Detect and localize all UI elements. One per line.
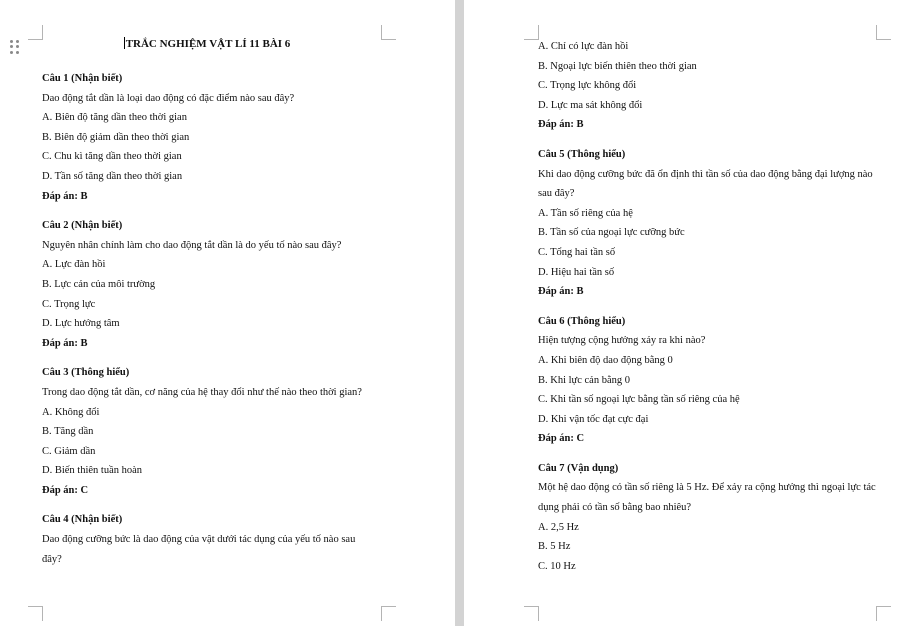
answer-option: A. Lực đàn hồi (42, 259, 106, 271)
question-text: Dao động cưỡng bức là dao động của vật dưới tác dụng của yếu tố nào sau đây? (42, 534, 356, 565)
answer-option: A. Biên độ tăng dần theo thời gian (42, 112, 187, 124)
answer-key: Đáp án: B (538, 286, 584, 298)
answer-option: D. Biến thiên tuần hoàn (42, 465, 143, 477)
answer-option: A. Chỉ có lực đàn hồi (538, 41, 629, 52)
question-heading: Câu 3 (Thông hiểu) (42, 367, 130, 379)
answer-key: Đáp án: B (42, 337, 88, 349)
answer-option: C. Giảm dần (42, 445, 96, 457)
answer-option: D. Khi vận tốc đạt cực đại (538, 413, 649, 425)
question-heading: Câu 5 (Thông hiểu) (538, 148, 626, 160)
question-heading: Câu 1 (Nhận biết) (42, 73, 123, 84)
text-cursor (124, 37, 125, 49)
question-text: Nguyên nhân chính làm cho dao động tắt dần là do yếu tố nào sau đây? (42, 239, 342, 251)
answer-option: C. 10 Hz (538, 560, 576, 572)
margin-mark-top-right (876, 25, 891, 40)
question-text: Khi dao động cưỡng bức đã ổn định thì tần số của dao động bằng đại lượng nào sau đây? (538, 168, 873, 200)
answer-option: D. Lực ma sát không đổi (538, 99, 643, 111)
margin-mark-bottom-right (876, 606, 891, 621)
page-gutter (455, 0, 464, 626)
answer-option: D. Lực hướng tâm (42, 318, 120, 330)
answer-option: A. Không đổi (42, 406, 100, 418)
answer-option: A. Khi biên độ dao động bằng 0 (538, 354, 673, 366)
answer-option: B. 5 Hz (538, 541, 571, 553)
question-heading: Câu 4 (Nhận biết) (42, 514, 123, 526)
margin-mark-bottom-right (381, 606, 396, 621)
answer-option: B. Biên độ giảm dần theo thời gian (42, 131, 190, 143)
page-left-text[interactable] (42, 37, 372, 569)
answer-key: Đáp án: C (42, 484, 89, 496)
question-heading: Câu 2 (Nhận biết) (42, 220, 123, 232)
answer-option: A. 2,5 Hz (538, 521, 579, 533)
question-heading: Câu 6 (Thông hiểu) (538, 315, 626, 327)
question-text: Dao động tắt dần là loại dao động có đặc điểm nào sau đây? (42, 92, 295, 104)
answer-option: C. Khi tần số ngoại lực bằng tần số riêng của hệ (538, 394, 740, 406)
answer-option: C. Tổng hai tần số (538, 246, 616, 258)
answer-key: Đáp án: B (42, 190, 88, 202)
drag-handle-icon[interactable] (10, 40, 20, 54)
question-heading: Câu 7 (Vận dụng) (538, 462, 619, 474)
answer-option: D. Tần số tăng dần theo thời gian (42, 170, 183, 182)
answer-option: B. Tăng dần (42, 426, 94, 438)
answer-option: B. Tần số của ngoại lực cưỡng bức (538, 227, 685, 239)
document-page-right[interactable] (464, 0, 911, 626)
answer-key: Đáp án: B (538, 119, 584, 131)
answer-option: A. Tần số riêng của hệ (538, 207, 633, 219)
document-title: TRẮC NGHIỆM VẬT LÍ 11 BÀI 6 (125, 38, 291, 50)
answer-option: B. Ngoại lực biến thiên theo thời gian (538, 60, 697, 72)
question-text: Một hệ dao động có tần số riêng là 5 Hz. Để xảy ra cộng hưởng thì ngoại lực tác dụng phải có tần số bằng bao nhiêu? (538, 482, 876, 514)
answer-option: C. Chu kì tăng dần theo thời gian (42, 151, 182, 163)
margin-mark-top-left (524, 25, 539, 40)
question-text: Trong dao động tắt dần, cơ năng của hệ thay đổi như thế nào theo thời gian? (42, 386, 362, 398)
margin-mark-bottom-left (524, 606, 539, 621)
answer-option: D. Hiệu hai tần số (538, 266, 615, 278)
answer-option: C. Trọng lực (42, 298, 96, 310)
document-page-left[interactable] (0, 0, 455, 626)
answer-option: B. Lực cản của môi trường (42, 278, 156, 290)
margin-mark-top-left (28, 25, 43, 40)
answer-key: Đáp án: C (538, 433, 585, 445)
page-right-text[interactable] (538, 37, 878, 576)
answer-option: B. Khi lực cản bằng 0 (538, 374, 631, 386)
margin-mark-top-right (381, 25, 396, 40)
margin-mark-bottom-left (28, 606, 43, 621)
answer-option: C. Trọng lực không đổi (538, 80, 637, 92)
question-text: Hiện tượng cộng hưởng xảy ra khi nào? (538, 335, 706, 347)
